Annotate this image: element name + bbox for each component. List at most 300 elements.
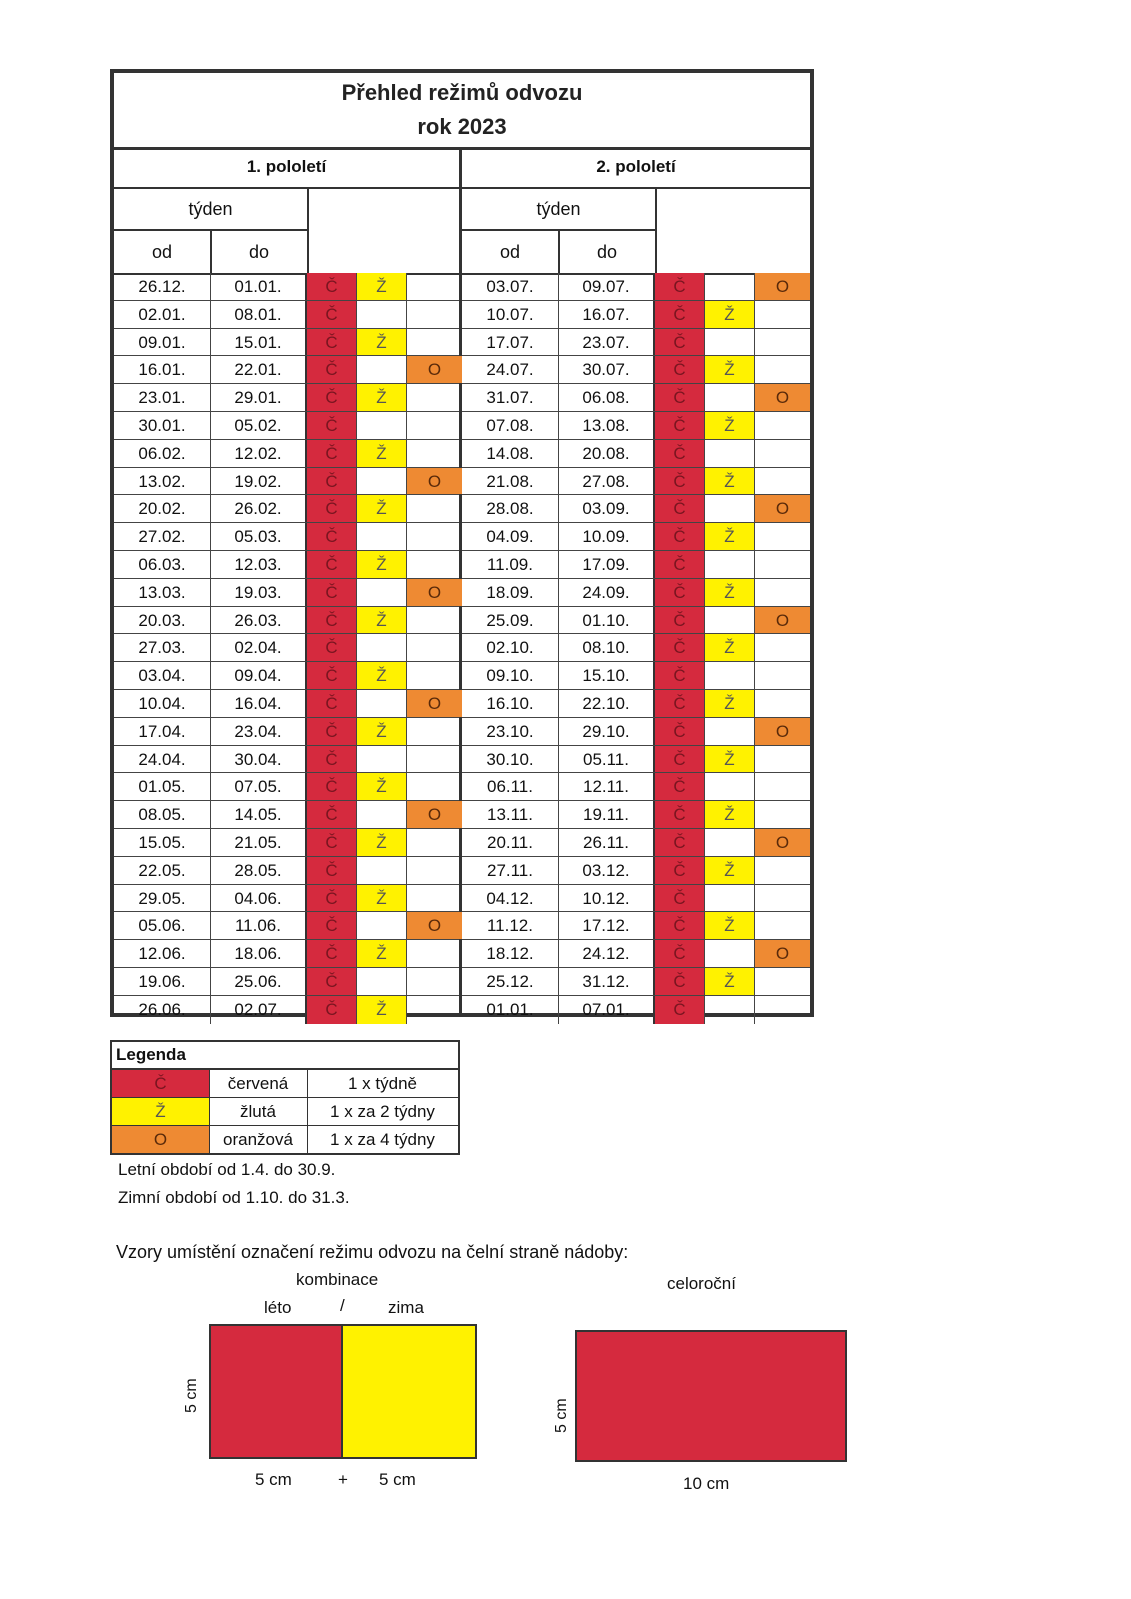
table-row xyxy=(114,301,459,329)
week-from: 26.12. xyxy=(114,273,211,300)
table-row xyxy=(462,412,810,440)
orange-collection-cell: O xyxy=(755,273,810,300)
table-row xyxy=(114,468,459,496)
half-year-1 xyxy=(114,147,462,1019)
orange-collection-cell xyxy=(755,968,810,995)
week-to: 23.04. xyxy=(211,718,307,745)
week-from: 09.01. xyxy=(114,329,211,356)
orange-collection-cell xyxy=(407,746,462,773)
week-from: 03.04. xyxy=(114,662,211,689)
legend-frequency: 1 x týdně xyxy=(348,1074,417,1093)
orange-collection-cell xyxy=(407,440,462,467)
yellow-collection-cell: Ž xyxy=(357,329,407,356)
orange-collection-cell xyxy=(755,857,810,884)
orange-collection-cell: O xyxy=(755,607,810,634)
week-to: 11.06. xyxy=(211,912,307,939)
week-to: 22.01. xyxy=(211,356,307,383)
yellow-collection-cell xyxy=(705,551,755,578)
table-row xyxy=(462,968,810,996)
table-row xyxy=(462,690,810,718)
red-collection-cell: Č xyxy=(655,662,705,689)
summer-label: léto xyxy=(264,1298,292,1317)
yellow-collection-cell xyxy=(705,440,755,467)
week-to: 29.01. xyxy=(211,384,307,411)
winter-period-note: Zimní období od 1.10. do 31.3. xyxy=(118,1188,350,1207)
yellow-collection-cell: Ž xyxy=(705,356,755,383)
week-from: 14.08. xyxy=(462,440,559,467)
week-to: 12.11. xyxy=(559,773,655,800)
yellow-collection-cell: Ž xyxy=(705,968,755,995)
red-collection-cell: Č xyxy=(307,829,357,856)
week-from: 17.04. xyxy=(114,718,211,745)
week-to: 10.09. xyxy=(559,523,655,550)
week-from: 07.08. xyxy=(462,412,559,439)
table-row xyxy=(114,746,459,774)
table-row xyxy=(462,523,810,551)
year-round-width-label: 10 cm xyxy=(683,1474,730,1493)
red-collection-cell: Č xyxy=(655,440,705,467)
week-to: 23.07. xyxy=(559,329,655,356)
table-row xyxy=(114,273,459,301)
yellow-collection-cell xyxy=(357,301,407,328)
week-from: 26.06. xyxy=(114,996,211,1024)
orange-collection-cell xyxy=(755,746,810,773)
red-collection-cell: Č xyxy=(307,857,357,884)
week-from: 23.10. xyxy=(462,718,559,745)
week-from: 04.12. xyxy=(462,885,559,912)
table-row xyxy=(462,607,810,635)
week-from: 27.03. xyxy=(114,634,211,661)
table-row xyxy=(462,801,810,829)
week-to: 19.11. xyxy=(559,801,655,828)
header-week: týden xyxy=(114,189,309,231)
table-row xyxy=(462,912,810,940)
table-row xyxy=(462,579,810,607)
orange-collection-cell xyxy=(755,634,810,661)
week-from: 27.02. xyxy=(114,523,211,550)
orange-collection-cell xyxy=(407,829,462,856)
yellow-collection-cell: Ž xyxy=(705,579,755,606)
week-from: 12.06. xyxy=(114,940,211,967)
week-to: 26.11. xyxy=(559,829,655,856)
half-year-1-title: 1. pololetí xyxy=(114,147,459,189)
week-from: 16.01. xyxy=(114,356,211,383)
week-to: 15.10. xyxy=(559,662,655,689)
orange-collection-cell: O xyxy=(755,940,810,967)
week-to: 29.10. xyxy=(559,718,655,745)
orange-collection-cell xyxy=(407,968,462,995)
yellow-collection-cell: Ž xyxy=(357,940,407,967)
red-collection-cell: Č xyxy=(655,718,705,745)
yellow-collection-cell: Ž xyxy=(357,773,407,800)
orange-collection-cell: O xyxy=(407,912,462,939)
red-collection-cell: Č xyxy=(307,495,357,522)
red-collection-cell: Č xyxy=(655,801,705,828)
red-collection-cell: Č xyxy=(307,634,357,661)
week-from: 20.11. xyxy=(462,829,559,856)
legend-frequency: 1 x za 2 týdny xyxy=(330,1102,435,1121)
yellow-collection-cell xyxy=(705,273,755,300)
summer-period-note: Letní období od 1.4. do 30.9. xyxy=(118,1160,336,1179)
week-to: 09.07. xyxy=(559,273,655,300)
red-collection-cell: Č xyxy=(307,885,357,912)
week-from: 30.10. xyxy=(462,746,559,773)
red-collection-cell: Č xyxy=(655,746,705,773)
half-year-2 xyxy=(462,147,810,1019)
table-row xyxy=(114,329,459,357)
yellow-collection-cell: Ž xyxy=(705,634,755,661)
header-from: od xyxy=(114,231,212,273)
legend-title: Legenda xyxy=(112,1042,458,1070)
week-from: 23.01. xyxy=(114,384,211,411)
red-collection-cell: Č xyxy=(307,968,357,995)
week-from: 15.05. xyxy=(114,829,211,856)
slash-label: / xyxy=(340,1296,345,1315)
week-from: 04.09. xyxy=(462,523,559,550)
orange-collection-cell xyxy=(407,384,462,411)
combination-label: kombinace xyxy=(296,1270,379,1289)
week-to: 02.04. xyxy=(211,634,307,661)
orange-collection-cell xyxy=(755,356,810,383)
year-round-label: celoroční xyxy=(667,1274,736,1293)
orange-collection-cell xyxy=(755,690,810,717)
orange-collection-cell xyxy=(407,495,462,522)
orange-collection-cell xyxy=(407,523,462,550)
yellow-collection-cell xyxy=(357,356,407,383)
red-collection-cell: Č xyxy=(655,829,705,856)
week-from: 18.09. xyxy=(462,579,559,606)
table-row xyxy=(114,718,459,746)
yellow-collection-cell: Ž xyxy=(357,607,407,634)
week-to: 14.05. xyxy=(211,801,307,828)
red-collection-cell: Č xyxy=(307,356,357,383)
week-from: 11.12. xyxy=(462,912,559,939)
yellow-collection-cell: Ž xyxy=(705,746,755,773)
yellow-collection-cell xyxy=(705,329,755,356)
legend-symbol-orange: O xyxy=(112,1126,210,1153)
table-row xyxy=(114,801,459,829)
red-collection-cell: Č xyxy=(307,468,357,495)
week-from: 30.01. xyxy=(114,412,211,439)
week-from: 06.03. xyxy=(114,551,211,578)
week-from: 16.10. xyxy=(462,690,559,717)
orange-collection-cell xyxy=(407,634,462,661)
table-row xyxy=(114,773,459,801)
red-collection-cell: Č xyxy=(655,495,705,522)
week-to: 04.06. xyxy=(211,885,307,912)
table-row xyxy=(114,607,459,635)
half-year-2-rows xyxy=(462,273,810,1024)
legend-row-red xyxy=(112,1070,458,1098)
orange-collection-cell xyxy=(755,579,810,606)
week-to: 24.09. xyxy=(559,579,655,606)
orange-collection-cell xyxy=(407,662,462,689)
yellow-collection-cell: Ž xyxy=(357,551,407,578)
red-collection-cell: Č xyxy=(655,551,705,578)
week-to: 26.02. xyxy=(211,495,307,522)
red-collection-cell: Č xyxy=(655,996,705,1024)
week-from: 25.12. xyxy=(462,968,559,995)
legend-frequency: 1 x za 4 týdny xyxy=(330,1130,435,1149)
table-row xyxy=(462,634,810,662)
orange-collection-cell: O xyxy=(755,718,810,745)
week-from: 11.09. xyxy=(462,551,559,578)
orange-collection-cell: O xyxy=(755,384,810,411)
yellow-collection-cell: Ž xyxy=(357,440,407,467)
week-to: 03.12. xyxy=(559,857,655,884)
orange-collection-cell: O xyxy=(755,829,810,856)
legend-row-orange xyxy=(112,1126,458,1153)
yellow-collection-cell: Ž xyxy=(705,857,755,884)
table-row xyxy=(462,440,810,468)
table-row xyxy=(114,940,459,968)
orange-collection-cell: O xyxy=(407,356,462,383)
red-collection-cell: Č xyxy=(307,440,357,467)
week-to: 10.12. xyxy=(559,885,655,912)
red-collection-cell: Č xyxy=(655,773,705,800)
week-from: 25.09. xyxy=(462,607,559,634)
week-to: 07.01. xyxy=(559,996,655,1024)
legend-row-yellow xyxy=(112,1098,458,1126)
week-to: 05.03. xyxy=(211,523,307,550)
red-collection-cell: Č xyxy=(655,968,705,995)
orange-collection-cell: O xyxy=(407,801,462,828)
week-from: 18.12. xyxy=(462,940,559,967)
table-row xyxy=(114,690,459,718)
half-year-2-title: 2. pololetí xyxy=(462,147,810,189)
yellow-collection-cell xyxy=(357,468,407,495)
red-collection-cell: Č xyxy=(307,690,357,717)
week-to: 30.07. xyxy=(559,356,655,383)
orange-collection-cell xyxy=(755,301,810,328)
week-from: 17.07. xyxy=(462,329,559,356)
table-row xyxy=(114,857,459,885)
legend-table xyxy=(110,1040,460,1155)
table-row xyxy=(462,329,810,357)
week-to: 22.10. xyxy=(559,690,655,717)
week-from: 02.10. xyxy=(462,634,559,661)
orange-collection-cell xyxy=(755,773,810,800)
red-collection-cell: Č xyxy=(307,773,357,800)
table-row xyxy=(462,384,810,412)
yellow-collection-cell xyxy=(705,885,755,912)
yellow-collection-cell xyxy=(357,912,407,939)
week-to: 06.08. xyxy=(559,384,655,411)
title-line-2: rok 2023 xyxy=(417,114,507,139)
week-from: 06.02. xyxy=(114,440,211,467)
table-row xyxy=(114,829,459,857)
table-row xyxy=(114,412,459,440)
column-header xyxy=(462,189,810,275)
red-collection-cell: Č xyxy=(655,301,705,328)
orange-collection-cell xyxy=(407,551,462,578)
red-collection-cell: Č xyxy=(307,412,357,439)
red-collection-cell: Č xyxy=(655,607,705,634)
red-collection-cell: Č xyxy=(655,384,705,411)
yellow-collection-cell xyxy=(357,690,407,717)
table-row xyxy=(462,996,810,1024)
red-collection-cell: Č xyxy=(655,468,705,495)
header-from: od xyxy=(462,231,560,273)
week-from: 02.01. xyxy=(114,301,211,328)
orange-collection-cell xyxy=(407,718,462,745)
table-row xyxy=(462,468,810,496)
week-from: 31.07. xyxy=(462,384,559,411)
header-week: týden xyxy=(462,189,657,231)
yellow-collection-cell xyxy=(357,746,407,773)
week-to: 21.05. xyxy=(211,829,307,856)
red-collection-cell: Č xyxy=(655,356,705,383)
week-to: 25.06. xyxy=(211,968,307,995)
red-collection-cell: Č xyxy=(307,384,357,411)
red-collection-cell: Č xyxy=(655,273,705,300)
week-from: 28.08. xyxy=(462,495,559,522)
red-collection-cell: Č xyxy=(655,857,705,884)
orange-collection-cell xyxy=(755,468,810,495)
week-to: 27.08. xyxy=(559,468,655,495)
orange-collection-cell xyxy=(407,301,462,328)
yellow-collection-cell xyxy=(357,801,407,828)
week-from: 21.08. xyxy=(462,468,559,495)
red-collection-cell: Č xyxy=(307,607,357,634)
yellow-collection-cell xyxy=(705,996,755,1024)
yellow-collection-cell xyxy=(357,579,407,606)
week-from: 29.05. xyxy=(114,885,211,912)
winter-label: zima xyxy=(388,1298,424,1317)
week-from: 27.11. xyxy=(462,857,559,884)
yellow-collection-cell: Ž xyxy=(705,523,755,550)
week-from: 10.04. xyxy=(114,690,211,717)
legend-name: oranžová xyxy=(209,1126,308,1153)
red-collection-cell: Č xyxy=(655,634,705,661)
red-collection-cell: Č xyxy=(655,579,705,606)
yellow-collection-cell xyxy=(357,412,407,439)
yellow-collection-cell: Ž xyxy=(705,468,755,495)
orange-collection-cell xyxy=(407,857,462,884)
yellow-collection-cell: Ž xyxy=(357,662,407,689)
red-collection-cell: Č xyxy=(307,301,357,328)
week-from: 13.11. xyxy=(462,801,559,828)
table-row xyxy=(114,551,459,579)
week-from: 06.11. xyxy=(462,773,559,800)
table-row xyxy=(462,746,810,774)
week-from: 19.06. xyxy=(114,968,211,995)
orange-collection-cell xyxy=(407,940,462,967)
orange-collection-cell: O xyxy=(407,468,462,495)
yellow-collection-cell xyxy=(705,940,755,967)
column-header xyxy=(114,189,459,275)
table-row xyxy=(114,634,459,662)
yellow-collection-cell: Ž xyxy=(357,384,407,411)
week-from: 13.03. xyxy=(114,579,211,606)
week-from: 01.01. xyxy=(462,996,559,1024)
table-row xyxy=(114,912,459,940)
week-to: 15.01. xyxy=(211,329,307,356)
week-from: 01.05. xyxy=(114,773,211,800)
week-to: 24.12. xyxy=(559,940,655,967)
week-to: 03.09. xyxy=(559,495,655,522)
week-to: 09.04. xyxy=(211,662,307,689)
orange-collection-cell xyxy=(755,551,810,578)
red-collection-cell: Č xyxy=(307,801,357,828)
week-to: 16.07. xyxy=(559,301,655,328)
red-collection-cell: Č xyxy=(655,912,705,939)
table-row xyxy=(114,885,459,913)
yellow-collection-cell xyxy=(705,773,755,800)
table-row xyxy=(462,301,810,329)
yellow-collection-cell: Ž xyxy=(357,718,407,745)
week-to: 01.10. xyxy=(559,607,655,634)
yellow-collection-cell xyxy=(705,718,755,745)
red-collection-cell: Č xyxy=(307,523,357,550)
combination-height-label: 5 cm xyxy=(183,1378,200,1413)
table-row xyxy=(462,718,810,746)
table-row xyxy=(114,523,459,551)
table-row xyxy=(114,384,459,412)
combination-summer-swatch xyxy=(209,1324,343,1459)
red-collection-cell: Č xyxy=(307,551,357,578)
orange-collection-cell xyxy=(407,412,462,439)
combination-width-left: 5 cm xyxy=(255,1470,292,1489)
week-to: 26.03. xyxy=(211,607,307,634)
week-from: 20.02. xyxy=(114,495,211,522)
table-row xyxy=(114,356,459,384)
orange-collection-cell xyxy=(407,885,462,912)
table-row xyxy=(462,495,810,523)
week-to: 13.08. xyxy=(559,412,655,439)
orange-collection-cell xyxy=(407,607,462,634)
orange-collection-cell xyxy=(407,329,462,356)
table-row xyxy=(114,996,459,1024)
week-to: 05.02. xyxy=(211,412,307,439)
red-collection-cell: Č xyxy=(307,912,357,939)
collection-schedule-table xyxy=(110,69,814,1017)
red-collection-cell: Č xyxy=(307,329,357,356)
orange-collection-cell xyxy=(755,885,810,912)
table-row xyxy=(114,662,459,690)
table-row xyxy=(462,885,810,913)
week-to: 01.01. xyxy=(211,273,307,300)
week-from: 22.05. xyxy=(114,857,211,884)
week-to: 05.11. xyxy=(559,746,655,773)
week-from: 03.07. xyxy=(462,273,559,300)
orange-collection-cell xyxy=(755,412,810,439)
orange-collection-cell xyxy=(755,912,810,939)
yellow-collection-cell: Ž xyxy=(357,996,407,1024)
legend-name: červená xyxy=(209,1070,308,1097)
red-collection-cell: Č xyxy=(307,940,357,967)
week-from: 20.03. xyxy=(114,607,211,634)
yellow-collection-cell xyxy=(357,523,407,550)
yellow-collection-cell: Ž xyxy=(705,801,755,828)
combination-width-right: 5 cm xyxy=(379,1470,416,1489)
week-to: 19.02. xyxy=(211,468,307,495)
yellow-collection-cell xyxy=(357,968,407,995)
orange-collection-cell xyxy=(755,440,810,467)
title-line-1: Přehled režimů odvozu xyxy=(341,80,583,105)
week-from: 08.05. xyxy=(114,801,211,828)
week-to: 02.07. xyxy=(211,996,307,1024)
week-to: 17.09. xyxy=(559,551,655,578)
yellow-collection-cell: Ž xyxy=(705,412,755,439)
red-collection-cell: Č xyxy=(307,662,357,689)
table-row xyxy=(114,968,459,996)
week-to: 08.01. xyxy=(211,301,307,328)
header-to: do xyxy=(559,231,657,273)
yellow-collection-cell xyxy=(357,857,407,884)
year-round-swatch xyxy=(575,1330,847,1462)
week-from: 09.10. xyxy=(462,662,559,689)
